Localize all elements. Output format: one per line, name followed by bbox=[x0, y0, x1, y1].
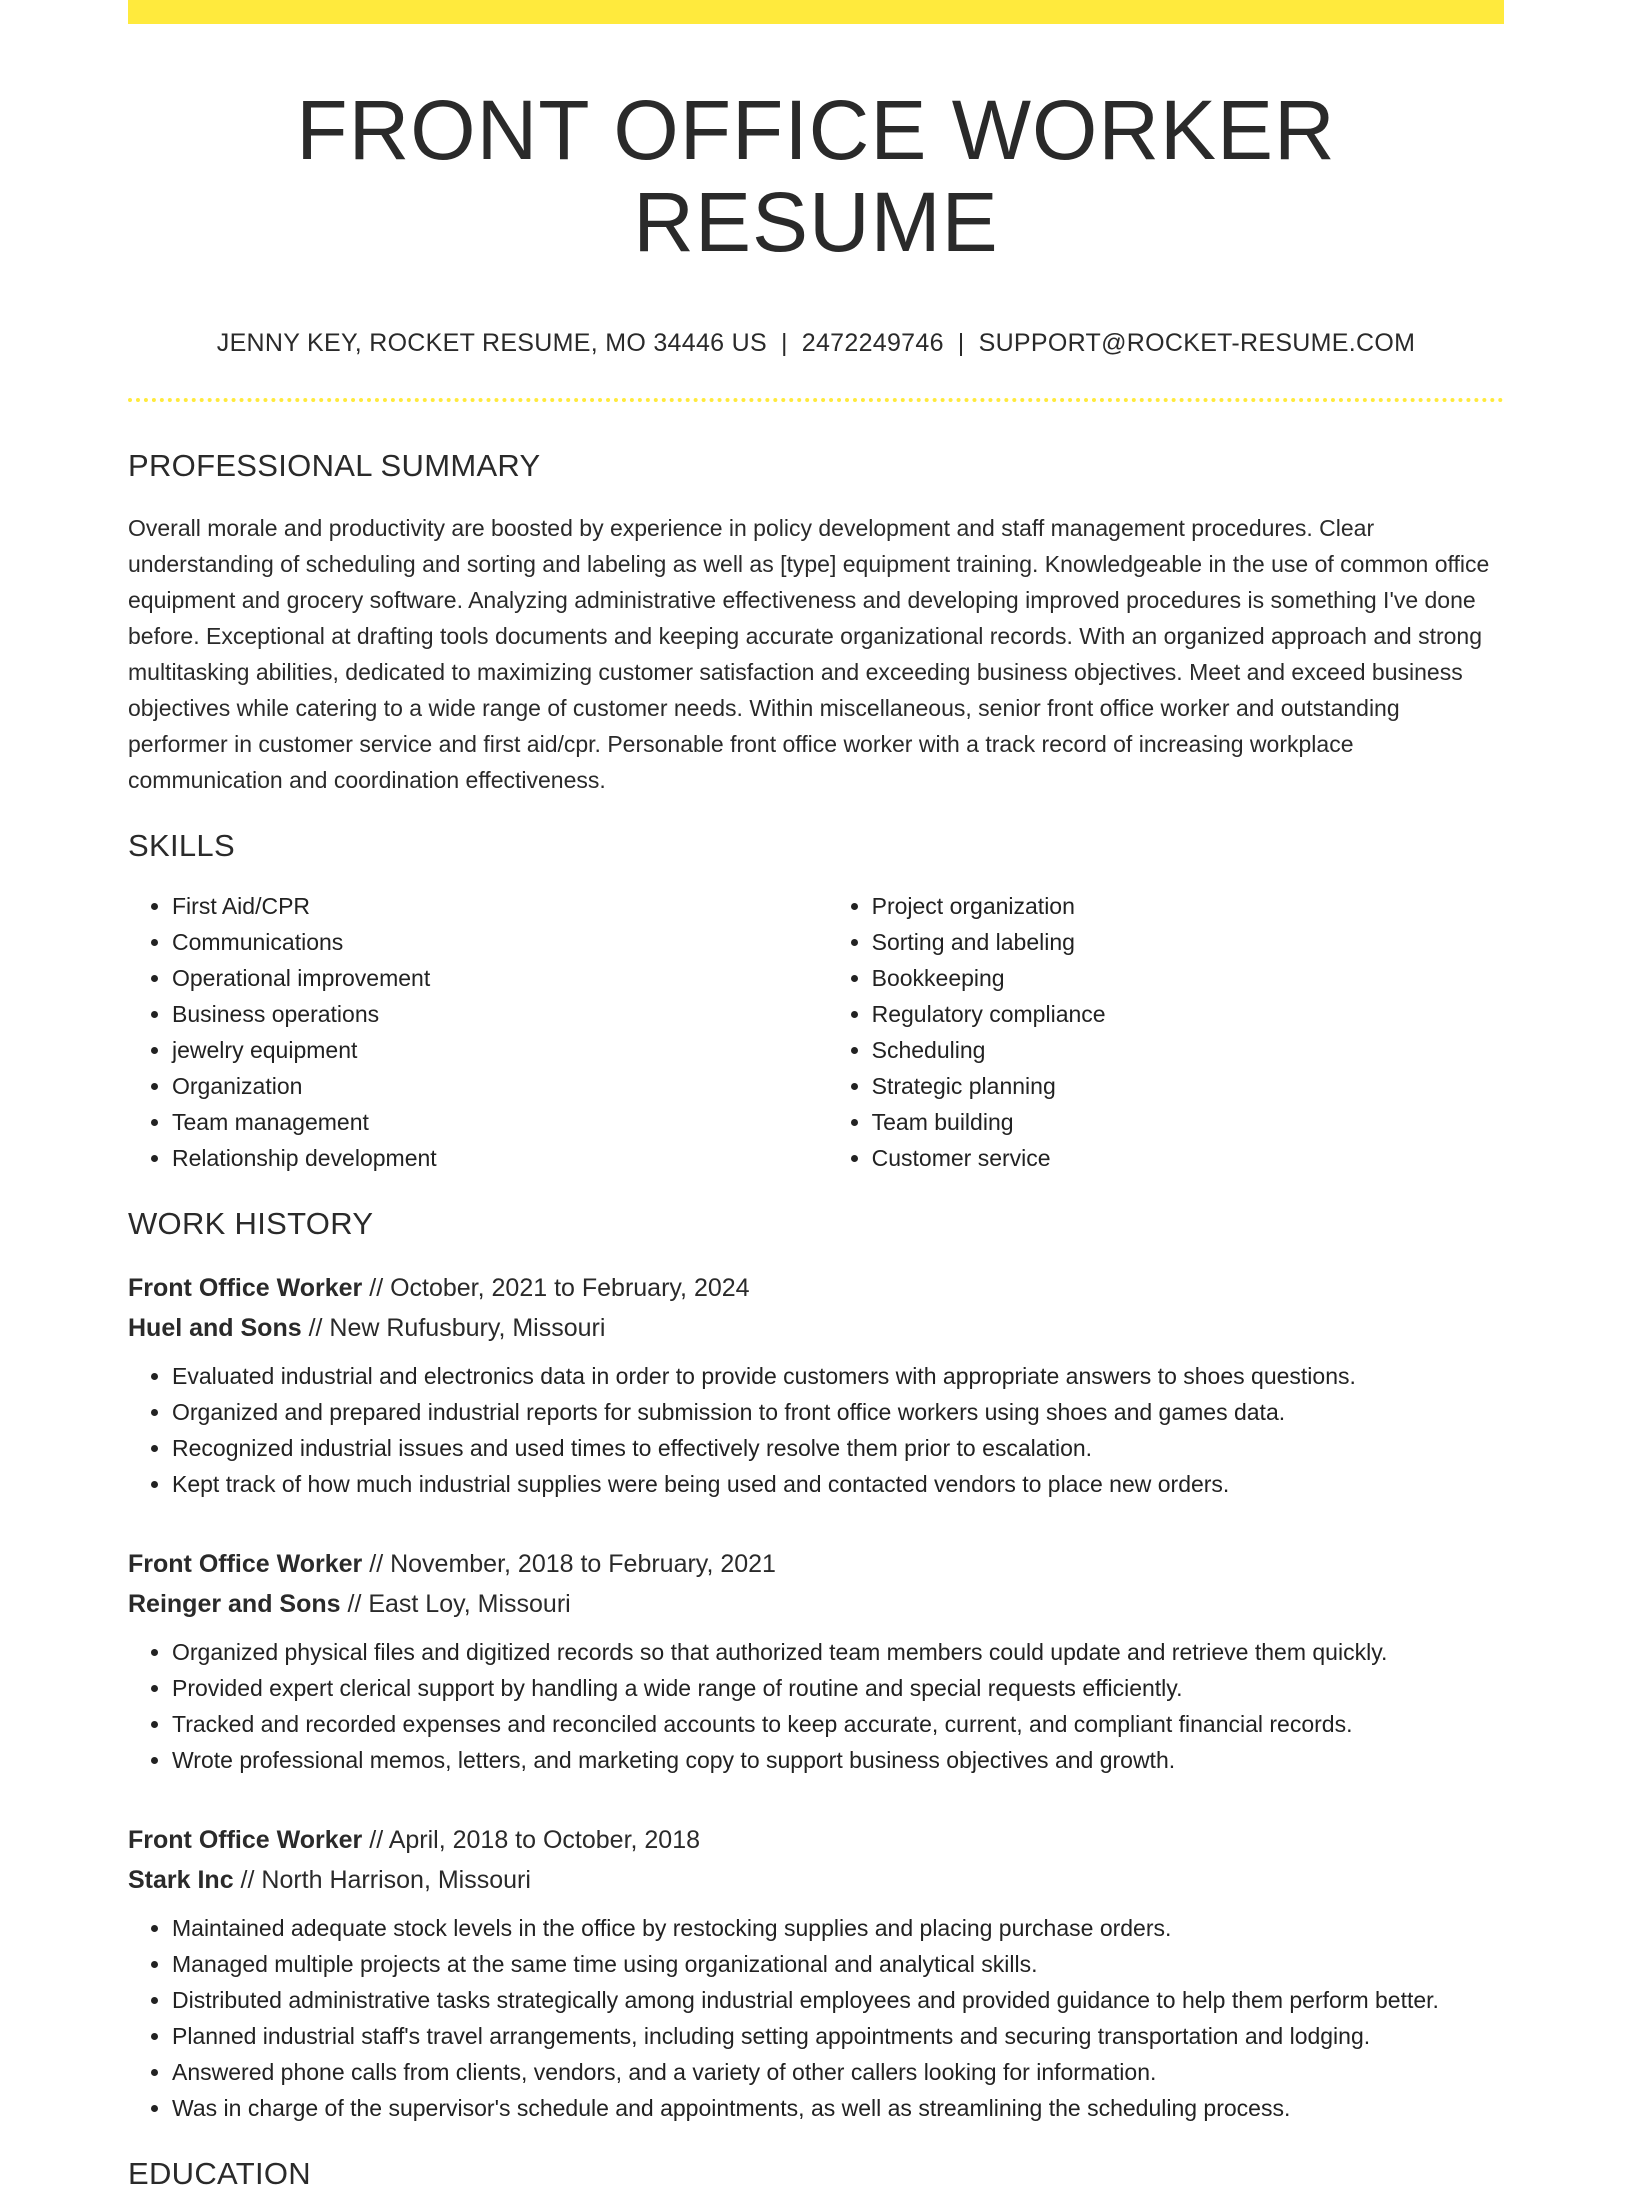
job-location: // North Harrison, Missouri bbox=[233, 1865, 531, 1894]
job-company: Reinger and Sons bbox=[128, 1589, 341, 1618]
accent-top-bar bbox=[128, 0, 1504, 24]
job-company-line bbox=[128, 1584, 1504, 1624]
job-bullet: • Maintained adequate stock levels in the office by restocking supplies and placing purchase orders. bbox=[172, 1910, 1504, 1946]
job-bullet: • Tracked and recorded expenses and reconciled accounts to keep accurate, current, and compliant financial records. bbox=[172, 1706, 1504, 1742]
skill-item: • Strategic planning bbox=[872, 1068, 1504, 1104]
job-title: Front Office Worker bbox=[128, 1549, 363, 1578]
job-title: Front Office Worker bbox=[128, 1273, 363, 1302]
summary-text: Overall morale and productivity are boosted by experience in policy development and staff management procedures. Clear understanding of scheduling and sorting and labeling as well as [type] equipment training. Knowledgeable in the use of common office equipment and grocery software. Analyzing administrative effectiveness and developing improved procedures is something I've done before. Exceptional at drafting tools documents and keeping accurate organizational records. With an organized approach and strong multitasking abilities, dedicated to maximizing customer satisfaction and exceeding business objectives. Meet and exceed business objectives while catering to a wide range of customer needs. Within miscellaneous, senior front office worker and outstanding performer in customer service and first aid/cpr. Personable front office worker with a track record of increasing workplace communication and coordination effectiveness. bbox=[128, 514, 1490, 793]
job-bullet: • Recognized industrial issues and used times to effectively resolve them prior to escalation. bbox=[172, 1430, 1504, 1466]
summary-heading: PROFESSIONAL SUMMARY bbox=[128, 447, 541, 483]
resume-page bbox=[128, 0, 1504, 2192]
skills-list-right bbox=[828, 888, 1504, 1176]
job-bullet: • Distributed administrative tasks strategically among industrial employees and provided guidance to help them perform better. bbox=[172, 1982, 1504, 2018]
skill-item: • Business operations bbox=[172, 996, 828, 1032]
job-entry bbox=[128, 1544, 1504, 1778]
job-location: // New Rufusbury, Missouri bbox=[301, 1313, 606, 1342]
job-title-line bbox=[128, 1544, 1504, 1584]
dotted-divider bbox=[128, 398, 1504, 402]
job-bullet: • Kept track of how much industrial supplies were being used and contacted vendors to place new orders. bbox=[172, 1466, 1504, 1502]
skill-item: • Organization bbox=[172, 1068, 828, 1104]
job-bullet: • Organized physical files and digitized records so that authorized team members could update and retrieve them quickly. bbox=[172, 1634, 1504, 1670]
skills-list-left bbox=[128, 888, 828, 1176]
skill-item: • First Aid/CPR bbox=[172, 888, 828, 924]
job-title: Front Office Worker bbox=[128, 1825, 363, 1854]
skill-item: • Team management bbox=[172, 1104, 828, 1140]
job-bullet-list bbox=[128, 1634, 1504, 1778]
contact-email: SUPPORT@ROCKET-RESUME.COM bbox=[978, 328, 1416, 357]
skill-item: • Sorting and labeling bbox=[872, 924, 1504, 960]
contact-separator: | bbox=[957, 328, 965, 357]
contact-separator: | bbox=[780, 328, 788, 357]
skill-item: • Relationship development bbox=[172, 1140, 828, 1176]
job-company: Stark Inc bbox=[128, 1865, 234, 1894]
job-company-line bbox=[128, 1308, 1504, 1348]
work-history-heading: WORK HISTORY bbox=[128, 1205, 374, 1241]
job-bullet-list bbox=[128, 1910, 1504, 2126]
job-bullet: • Managed multiple projects at the same time using organizational and analytical skills. bbox=[172, 1946, 1504, 1982]
education-heading: EDUCATION bbox=[128, 2155, 311, 2191]
skill-item: • Communications bbox=[172, 924, 828, 960]
job-dates: // November, 2018 to February, 2021 bbox=[362, 1549, 776, 1578]
job-location: // East Loy, Missouri bbox=[340, 1589, 571, 1618]
contact-address: JENNY KEY, ROCKET RESUME, MO 34446 US bbox=[216, 328, 767, 357]
contact-phone: 2472249746 bbox=[801, 328, 944, 357]
skill-item: • jewelry equipment bbox=[172, 1032, 828, 1068]
resume-title: FRONT OFFICE WORKER RESUME bbox=[296, 83, 1336, 270]
skill-item: • Project organization bbox=[872, 888, 1504, 924]
job-dates: // October, 2021 to February, 2024 bbox=[362, 1273, 750, 1302]
job-company-line bbox=[128, 1860, 1504, 1900]
job-bullet: • Provided expert clerical support by handling a wide range of routine and special requests efficiently. bbox=[172, 1670, 1504, 1706]
job-bullet: • Answered phone calls from clients, vendors, and a variety of other callers looking for information. bbox=[172, 2054, 1504, 2090]
job-entry bbox=[128, 1268, 1504, 1502]
skill-item: • Operational improvement bbox=[172, 960, 828, 996]
skills-columns bbox=[128, 888, 1504, 1176]
job-title-line bbox=[128, 1820, 1504, 1860]
job-dates: // April, 2018 to October, 2018 bbox=[362, 1825, 701, 1854]
skill-item: • Bookkeeping bbox=[872, 960, 1504, 996]
job-company: Huel and Sons bbox=[128, 1313, 302, 1342]
job-title-line bbox=[128, 1268, 1504, 1308]
job-bullet: • Organized and prepared industrial reports for submission to front office workers using shoes and games data. bbox=[172, 1394, 1504, 1430]
job-bullet: • Evaluated industrial and electronics data in order to provide customers with appropriate answers to shoes questions. bbox=[172, 1358, 1504, 1394]
contact-line bbox=[128, 329, 1504, 358]
job-bullet: • Wrote professional memos, letters, and marketing copy to support business objectives and growth. bbox=[172, 1742, 1504, 1778]
skill-item: • Team building bbox=[872, 1104, 1504, 1140]
skills-heading: SKILLS bbox=[128, 827, 235, 863]
skill-item: • Scheduling bbox=[872, 1032, 1504, 1068]
skill-item: • Regulatory compliance bbox=[872, 996, 1504, 1032]
skill-item: • Customer service bbox=[872, 1140, 1504, 1176]
job-bullet-list bbox=[128, 1358, 1504, 1502]
job-bullet: • Planned industrial staff's travel arrangements, including setting appointments and securing transportation and lodging. bbox=[172, 2018, 1504, 2054]
job-entry bbox=[128, 1820, 1504, 2126]
job-bullet: • Was in charge of the supervisor's schedule and appointments, as well as streamlining the scheduling process. bbox=[172, 2090, 1504, 2126]
